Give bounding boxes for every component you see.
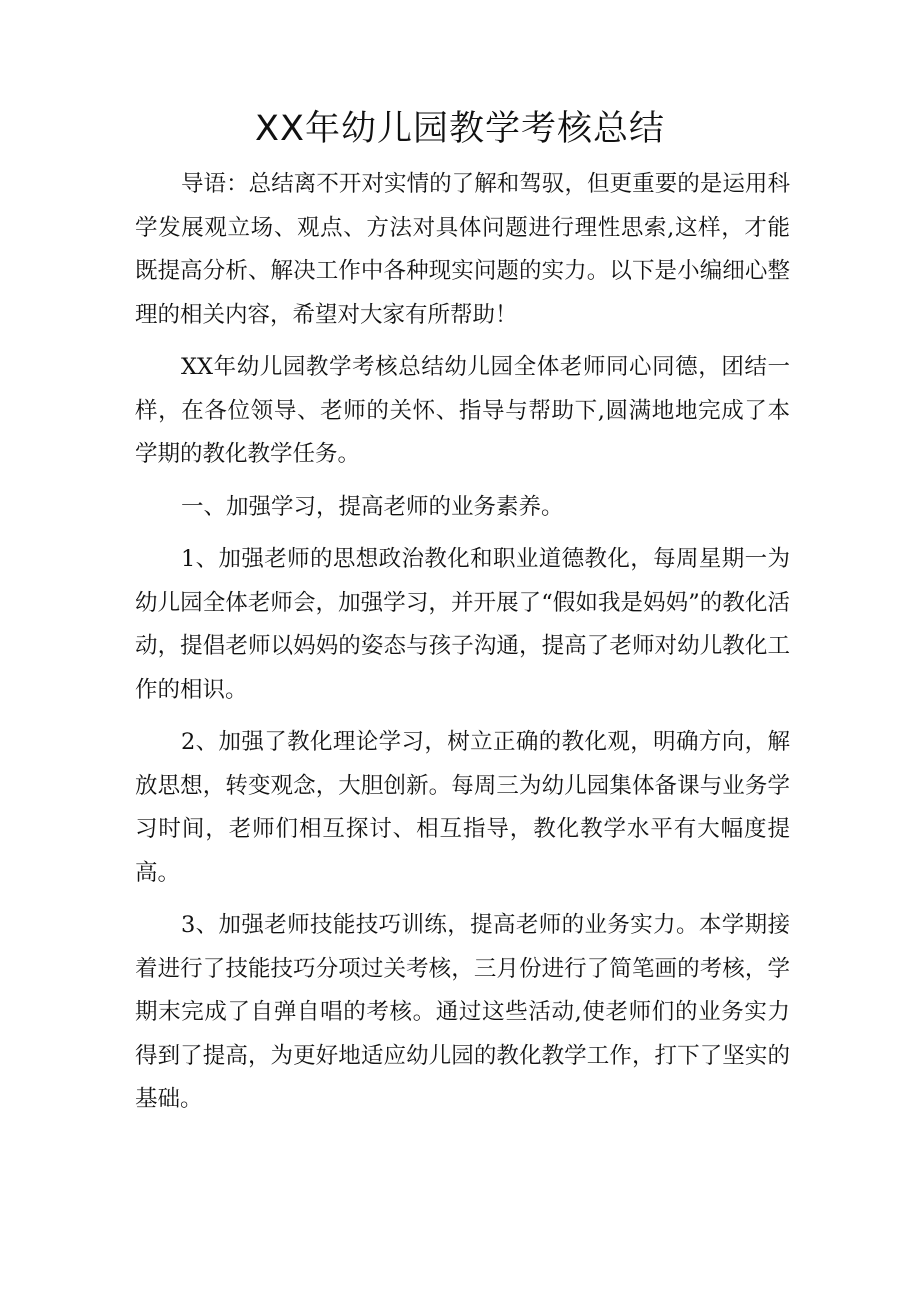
document-body: [135, 163, 790, 1131]
item-paragraph-3: 3、加强老师技能技巧训练，提高老师的业务实力。本学期接着进行了技能技巧分项过关考核，三月份进行了简笔画的考核，学期末完成了自弹自唱的考核。通过这些活动,使老师们的业务实力得到了提高，为更好地适应幼儿园的教化教学工作，打下了坚实的基础。: [135, 912, 790, 1112]
section-heading: 一、加强学习，提高老师的业务素养。: [181, 493, 564, 520]
item-paragraph-2: 2、加强了教化理论学习，树立正确的教化观，明确方向，解放思想，转变观念，大胆创新。每周三为幼儿园集体备课与业务学习时间，老师们相互探讨、相互指导，教化教学水平有大幅度提高。: [135, 729, 790, 886]
item-paragraph-1: 1、加强老师的思想政治教化和职业道德教化，每周星期一为幼儿园全体老师会，加强学习，并开展了“假如我是妈妈”的教化活动，提倡老师以妈妈的姿态与孩子沟通，提高了老师对幼儿教化工作的相识。: [135, 546, 790, 703]
document-title: XX年幼儿园教学考核总结: [255, 109, 665, 149]
summary-paragraph: XX年幼儿园教学考核总结幼儿园全体老师同心同德，团结一样，在各位领导、老师的关怀、指导与帮助下,圆满地地完成了本学期的教化教学任务。: [135, 354, 790, 467]
intro-paragraph: 导语：总结离不开对实情的了解和驾驭，但更重要的是运用科学发展观立场、观点、方法对具体问题进行理性思索,这样，才能既提高分析、解决工作中各种现实问题的实力。以下是小编细心整理的相关内容，希望对大家有所帮助！: [135, 171, 790, 328]
